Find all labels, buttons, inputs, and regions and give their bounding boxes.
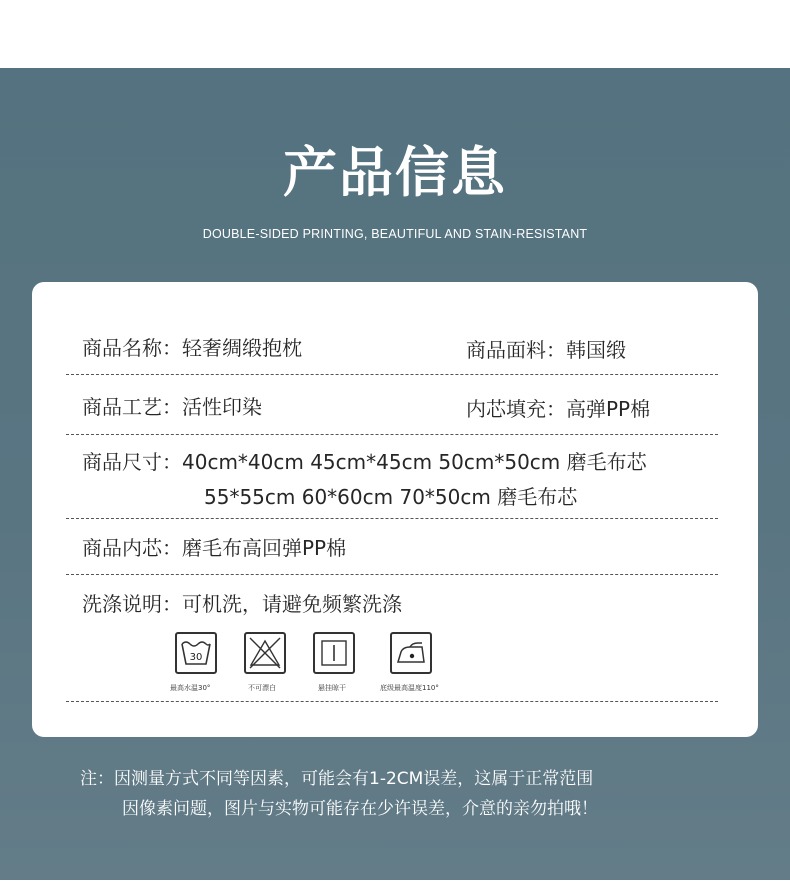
- care-caption: 悬挂晾干: [318, 684, 346, 692]
- divider: [66, 434, 718, 435]
- divider: [66, 518, 718, 519]
- product-size-line1: 商品尺寸：40cm*40cm 45cm*45cm 50cm*50cm 磨毛布芯: [82, 450, 647, 474]
- product-size-line2: 55*55cm 60*60cm 70*50cm 磨毛布芯: [204, 485, 578, 509]
- divider: [66, 574, 718, 575]
- care-caption: 底级最高温度110°: [380, 684, 439, 692]
- note-line1: 注：因测量方式不同等因素，可能会有1-2CM误差，这属于正常范围: [80, 769, 594, 789]
- page-subtitle: DOUBLE-SIDED PRINTING, BEAUTIFUL AND STAIN-RESISTANT: [202, 227, 588, 241]
- no-bleach-icon: [244, 632, 286, 674]
- page-title: 产品信息: [283, 140, 507, 204]
- product-core: 商品内芯：磨毛布高回弹PP棉: [82, 536, 347, 560]
- product-filling: 内芯填充：高弹PP棉: [466, 397, 651, 421]
- wash-temp-label: 30: [189, 652, 203, 663]
- hang-dry-icon: [313, 632, 355, 674]
- care-caption: 不可漂白: [248, 684, 276, 692]
- note-line2: 因像素问题，图片与实物可能存在少许误差，介意的亲勿拍哦！: [122, 799, 598, 819]
- product-name: 商品名称：轻奢绸缎抱枕: [82, 336, 302, 360]
- care-caption: 最高水温30°: [170, 684, 211, 692]
- product-fabric: 商品面料：韩国缎: [466, 338, 626, 362]
- product-craft: 商品工艺：活性印染: [82, 395, 262, 419]
- low-iron-icon: [390, 632, 432, 674]
- divider: [66, 374, 718, 375]
- divider: [66, 701, 718, 702]
- wash-30-icon: [175, 632, 217, 674]
- info-card: [32, 282, 758, 737]
- washing-instructions: 洗涤说明：可机洗，请避免频繁洗涤: [82, 592, 402, 616]
